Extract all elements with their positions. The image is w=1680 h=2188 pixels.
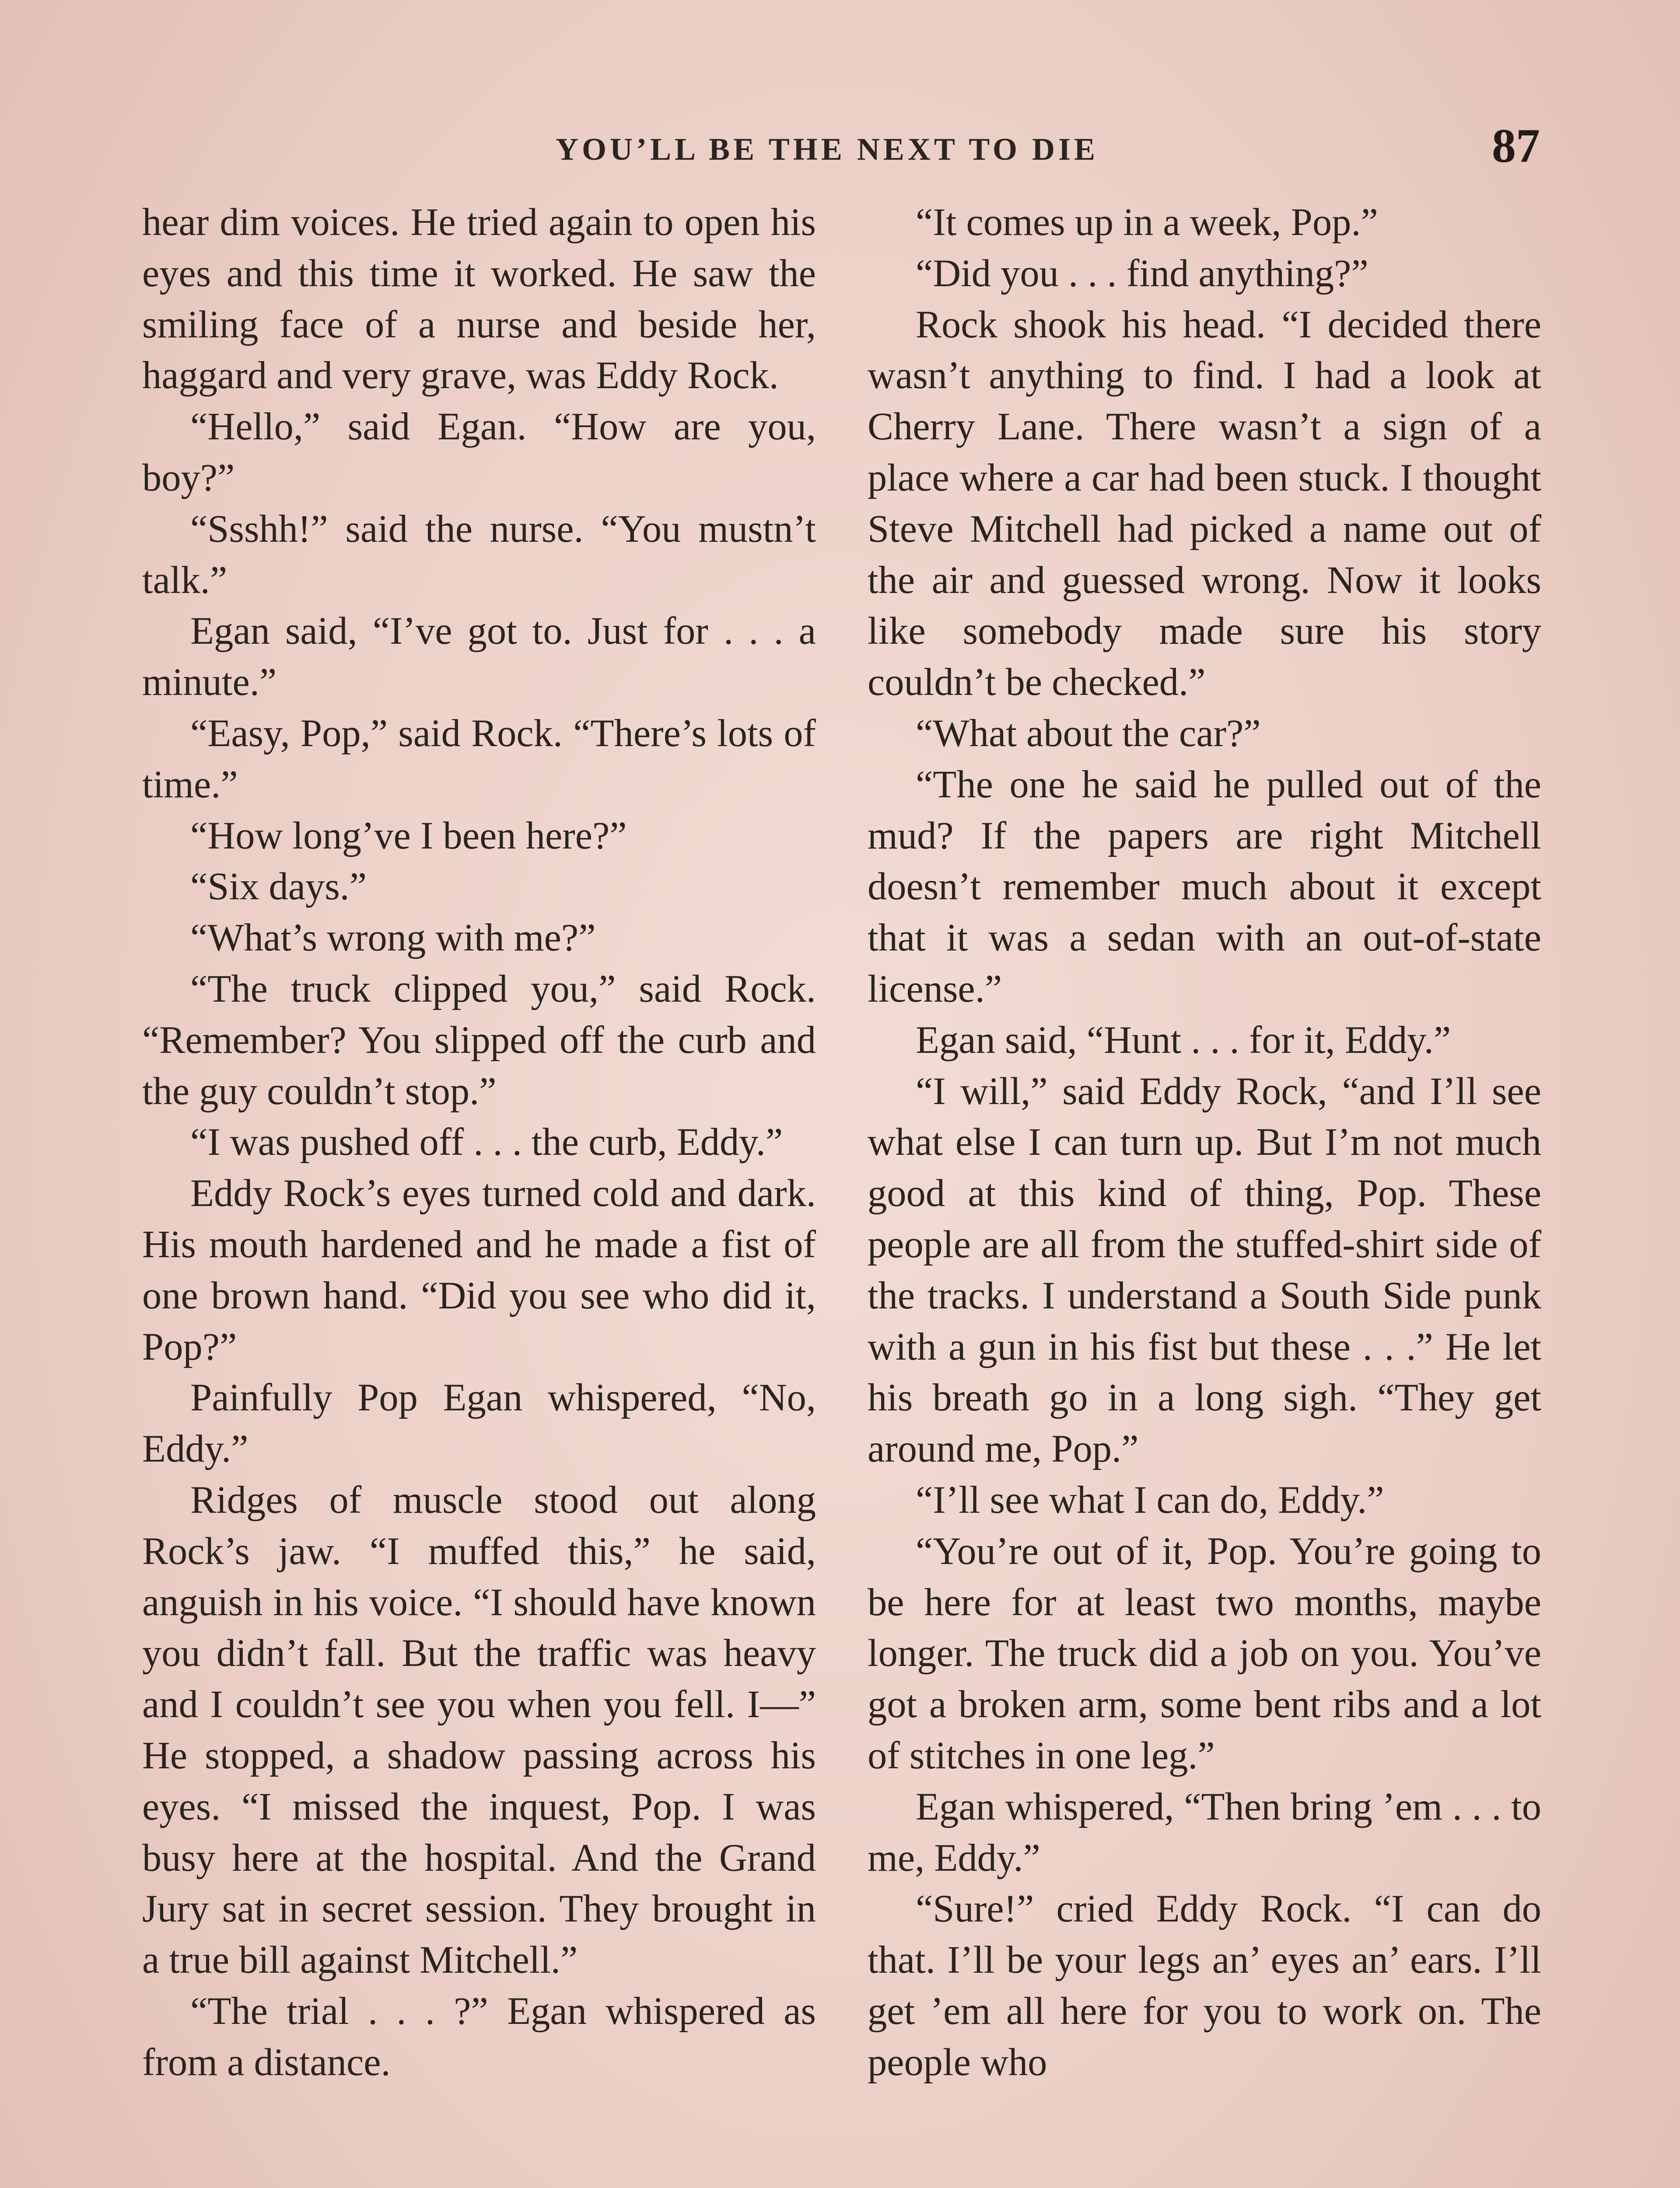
paragraph: “I’ll see what I can do, Eddy.” (916, 1478, 1384, 1522)
paragraph: “Ssshh!” said the nurse. “You mustn’t talk.” (142, 507, 816, 602)
running-head: YOU’LL BE THE NEXT TO DIE (556, 132, 1099, 167)
page-number: 87 (1492, 119, 1540, 172)
paragraph: Eddy Rock’s eyes turned cold and dark. His mouth hardened and he made a fist of one brown hand. “Did you see who did it, Pop?” (142, 1172, 816, 1368)
paragraph: Ridges of muscle stood out along Rock’s jaw. “I muffed this,” he said, anguish in his voice. “I should have known you didn’t fall. But the traffic was heavy and I couldn’t see you when you fell. I—” He stopped, a shadow passing across his eyes. “I missed the inquest, Pop. I was busy here at the hospital. And the Grand Jury sat in secret session. They brought in a true bill against Mitchell.” (142, 1478, 816, 1982)
left-column (142, 197, 816, 2088)
paragraph: Egan whispered, “Then bring ’em . . . to me, Eddy.” (868, 1785, 1541, 1879)
paragraph: “You’re out of it, Pop. You’re going to be here for at least two months, maybe longer. The truck did a job on you. You’ve got a broken arm, some bent ribs and a lot of stitches in one leg.” (868, 1529, 1541, 1777)
right-column (868, 197, 1541, 2088)
paragraph: Egan said, “Hunt . . . for it, Eddy.” (916, 1018, 1451, 1062)
paragraph: “How long’ve I been here?” (190, 814, 627, 857)
paragraph: Painfully Pop Egan whispered, “No, Eddy.” (142, 1376, 816, 1471)
paragraph: “Easy, Pop,” said Rock. “There’s lots of time.” (142, 712, 816, 806)
paragraph: “The one he said he pulled out of the mud? If the papers are right Mitchell doesn’t remember much about it except that it was a sedan with an out-of-state license.” (868, 763, 1541, 1010)
paragraph: hear dim voices. He tried again to open his eyes and this time it worked. He saw the smiling face of a nurse and beside her, haggard and very grave, was Eddy Rock. (142, 201, 816, 397)
paragraph: “Did you . . . find anything?” (916, 252, 1368, 295)
paragraph: “I will,” said Eddy Rock, “and I’ll see what else I can turn up. But I’m not much good at this kind of thing, Pop. These people are all from the stuffed-shirt side of the tracks. I understand a South Side punk with a gun in his fist but these . . .” He let his breath go in a long sigh. “They get around me, Pop.” (868, 1069, 1541, 1471)
paragraph: “Six days.” (190, 865, 367, 908)
paragraph: “The trial . . . ?” Egan whispered as from a distance. (142, 1989, 816, 2084)
paragraph: “What about the car?” (916, 712, 1261, 755)
paragraph: “I was pushed off . . . the curb, Eddy.” (190, 1121, 783, 1164)
paragraph: Rock shook his head. “I decided there wasn’t anything to find. I had a look at Cherry Lane. There wasn’t a sign of a place where a car had been stuck. I thought Steve Mitchell had picked a name out of the air and guessed wrong. Now it looks like somebody made sure his story couldn’t be checked.” (868, 303, 1541, 704)
paragraph: “The truck clipped you,” said Rock. “Remember? You slipped off the curb and the guy couldn’t stop.” (142, 967, 816, 1113)
paragraph: “Hello,” said Egan. “How are you, boy?” (142, 405, 816, 499)
paragraph: “What’s wrong with me?” (190, 916, 596, 960)
paragraph: “It comes up in a week, Pop.” (916, 201, 1378, 244)
paragraph: Egan said, “I’ve got to. Just for . . . a minute.” (142, 610, 816, 704)
paragraph: “Sure!” cried Eddy Rock. “I can do that. I’ll be your legs an’ eyes an’ ears. I’ll get ’em all here for you to work on. The people who (868, 1887, 1541, 2084)
